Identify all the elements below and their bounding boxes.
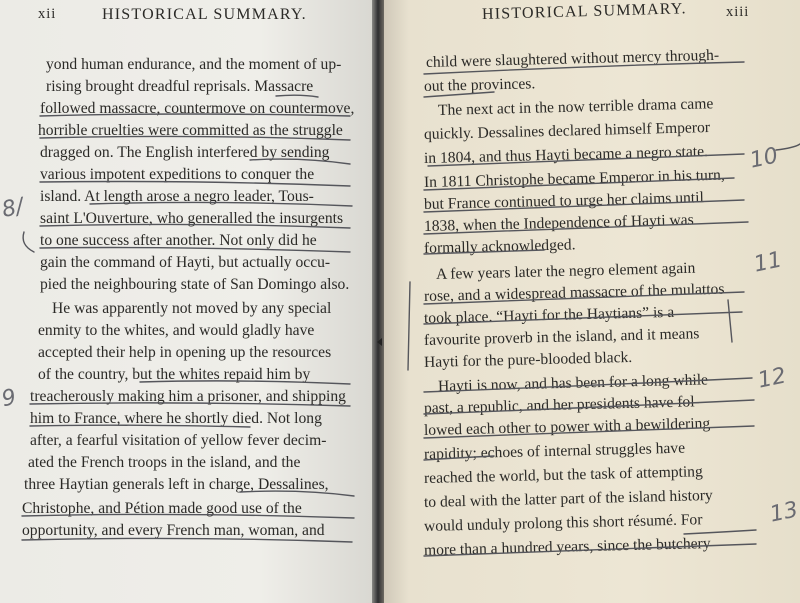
text-line: to deal with the latter part of the island history	[423, 486, 713, 511]
text-line: child were slaughtered without mercy through-	[425, 46, 720, 71]
margin-note: 10	[747, 143, 781, 174]
text-line: horrible cruelties were committed as the struggle	[38, 122, 343, 139]
text-line: saint L'Ouverture, who generalled the insurgents	[40, 210, 344, 227]
margin-note: 9	[0, 384, 19, 413]
text-line: would unduly prolong this short résumé. For	[423, 511, 703, 535]
text-line: after, a fearful visitation of yellow fever decim-	[30, 432, 327, 449]
text-line: him to France, where he shortly died. Not long	[30, 410, 322, 427]
text-line: Hayti is now, and has been for a long while	[437, 371, 709, 395]
text-line: rose, and a widespread massacre of the mulattos	[423, 280, 725, 305]
text-line: to one success after another. Not only did he	[40, 232, 317, 249]
book-gutter	[372, 0, 384, 603]
text-line: formally acknowledged.	[423, 236, 576, 257]
running-head-right: HISTORICAL SUMMARY.	[481, 0, 687, 23]
text-line: pied the neighbouring state of San Domingo also.	[40, 276, 350, 293]
gutter-arrow-icon	[377, 338, 382, 346]
text-line: lowed each other to power with a bewildering	[423, 415, 711, 439]
text-line: Christophe, and Pétion made good use of the	[22, 500, 302, 517]
text-line: favourite proverb in the island, and it means	[423, 325, 700, 349]
text-line: in 1804, and thus Hayti became a negro state.	[423, 143, 709, 167]
text-line: yond human endurance, and the moment of up-	[46, 56, 342, 73]
text-line: reached the world, but the task of attempting	[423, 463, 703, 487]
left-page	[0, 0, 372, 603]
text-line: The next act in the now terrible drama came	[437, 95, 714, 119]
running-head-left: HISTORICAL SUMMARY.	[102, 6, 307, 23]
margin-note: 8/	[0, 194, 26, 223]
page-number-right: xiii	[726, 4, 750, 20]
text-line: past, a republic, and her presidents have fol-	[423, 393, 700, 417]
text-line: ated the French troops in the island, and the	[28, 454, 301, 471]
pencil-underlines-right	[384, 0, 800, 603]
text-line: quickly. Dessalines declared himself Emperor	[423, 119, 711, 143]
text-line: He was apparently not moved by any special	[52, 300, 332, 317]
text-line: A few years later the negro element again	[435, 259, 696, 283]
text-line: 1838, when the Independence of Hayti was	[423, 211, 694, 235]
text-line: followed massacre, countermove on countermove,	[40, 100, 355, 117]
text-line: gain the command of Hayti, but actually occu-	[40, 254, 331, 271]
text-line: enmity to the whites, and would gladly have	[38, 322, 315, 339]
margin-note: 11	[751, 247, 785, 278]
page-number-left: xii	[38, 6, 57, 22]
text-line: of the country, but the whites repaid him by	[38, 366, 311, 383]
text-line: Hayti for the pure-blooded black.	[423, 348, 633, 371]
text-line: island. At length arose a negro leader, Tous-	[40, 188, 314, 205]
margin-note: 12	[755, 363, 789, 394]
text-line: dragged on. The English interfered by sending	[40, 144, 330, 161]
text-line: various impotent expeditions to conquer the	[40, 166, 315, 183]
margin-note: 13	[767, 497, 800, 528]
text-line: out the provinces.	[423, 75, 536, 95]
text-line: rapidity; echoes of internal struggles have	[423, 439, 686, 463]
text-line: opportunity, and every French man, woman, and	[22, 522, 325, 539]
pencil-underlines-left	[0, 0, 372, 603]
text-line: but France continued to urge her claims until	[423, 189, 705, 213]
text-line: treacherously making him a prisoner, and shipping	[30, 388, 346, 405]
text-line: more than a hundred years, since the butchery	[423, 534, 711, 559]
text-line: three Haytian generals left in charge, Dessalines,	[24, 476, 329, 493]
right-page	[384, 0, 800, 603]
text-line: took place. “Hayti for the Haytians” is a	[423, 303, 675, 327]
text-line: accepted their help in opening up the resources	[38, 344, 332, 361]
text-line: rising brought dreadful reprisals. Massacre	[46, 78, 314, 95]
text-line: In 1811 Christophe became Emperor in his turn,	[423, 166, 725, 191]
